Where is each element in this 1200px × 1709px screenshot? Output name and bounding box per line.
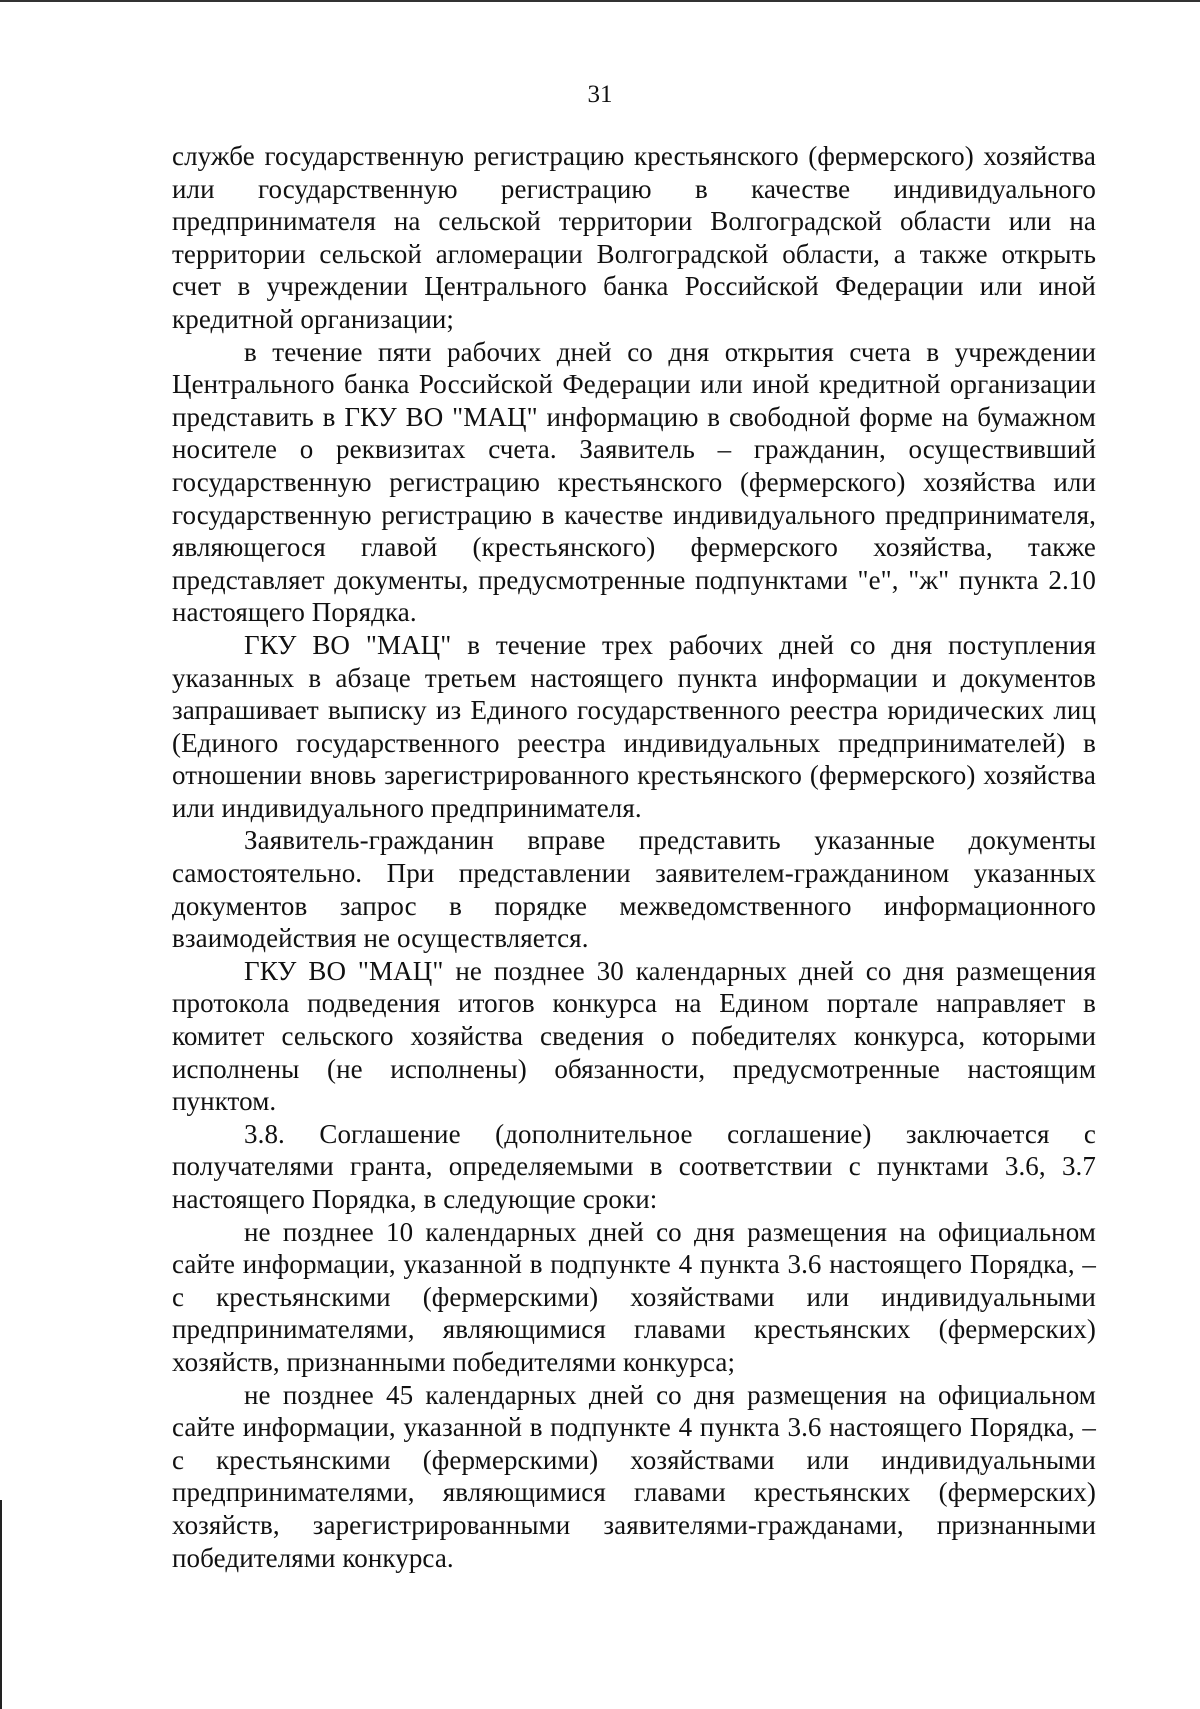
paragraph-4: Заявитель-гражданин вправе представить указанные документы самостоятельно. При представлении заявителем-гражданином указанных документов запрос в порядке межведомственного информационного взаимодействия не осуществляется. [172,825,1096,954]
paragraph-5: ГКУ ВО "МАЦ" не позднее 30 календарных дней со дня размещения протокола подведения итогов конкурса на Едином портале направляет в комитет сельского хозяйства сведения о победителях конкурса, которыми исполнены (не исполнены) обязанности, предусмотренные настоящим пунктом. [172,955,1096,1117]
paragraph-7: не позднее 10 календарных дней со дня размещения на официальном сайте информации, указанной в подпункте 4 пункта 3.6 настоящего Порядка, – с крестьянскими (фермерскими) хозяйствами или индивидуальными предпринимателями, являющимися главами крестьянских (фермерских) хозяйств, признанными победителями конкурса; [172,1216,1096,1377]
paragraph-2: в течение пяти рабочих дней со дня открытия счета в учреждении Центрального банка Российской Федерации или иной кредитной организации представить в ГКУ ВО "МАЦ" информацию в свободной форме на бумажном носителе о реквизитах счета. Заявитель – гражданин, осуществивший государственную регистрацию крестьянского (фермерского) хозяйства или государственную регистрацию в качестве индивидуального предпринимателя, являющегося главой (крестьянского) фермерского хозяйства, также представляет документы, предусмотренные подпунктами "е", "ж" пункта 2.10 настоящего Порядка. [172,336,1096,628]
document-body [172,140,1096,1574]
scan-top-edge [0,0,1200,2]
scan-left-edge [0,1500,2,1709]
paragraph-3: ГКУ ВО "МАЦ" в течение трех рабочих дней со дня поступления указанных в абзаце третьем настоящего пункта информации и документов запрашивает выписку из Единого государственного реестра юридических лиц (Единого государственного реестра индивидуальных предпринимателей) в отношении вновь зарегистрированного крестьянского (фермерского) хозяйства или индивидуального предпринимателя. [172,629,1096,823]
paragraph-1: службе государственную регистрацию крестьянского (фермерского) хозяйства или государственную регистрацию в качестве индивидуального предпринимателя на сельской территории Волгоградской области или на территории сельской агломерации Волгоградской области, а также открыть счет в учреждении Центрального банка Российской Федерации или иной кредитной организации; [172,141,1096,334]
page-number: 31 [587,81,613,108]
paragraph-8: не позднее 45 календарных дней со дня размещения на официальном сайте информации, указанной в подпункте 4 пункта 3.6 настоящего Порядка, – с крестьянскими (фермерскими) хозяйствами или индивидуальными предпринимателями, являющимися главами крестьянских (фермерских) хозяйств, зарегистрированными заявителями-гражданами, признанными победителями конкурса. [172,1379,1096,1573]
paragraph-6: 3.8. Соглашение (дополнительное соглашение) заключается с получателями гранта, определяемыми в соответствии с пунктами 3.6, 3.7 настоящего Порядка, в следующие сроки: [172,1118,1096,1214]
